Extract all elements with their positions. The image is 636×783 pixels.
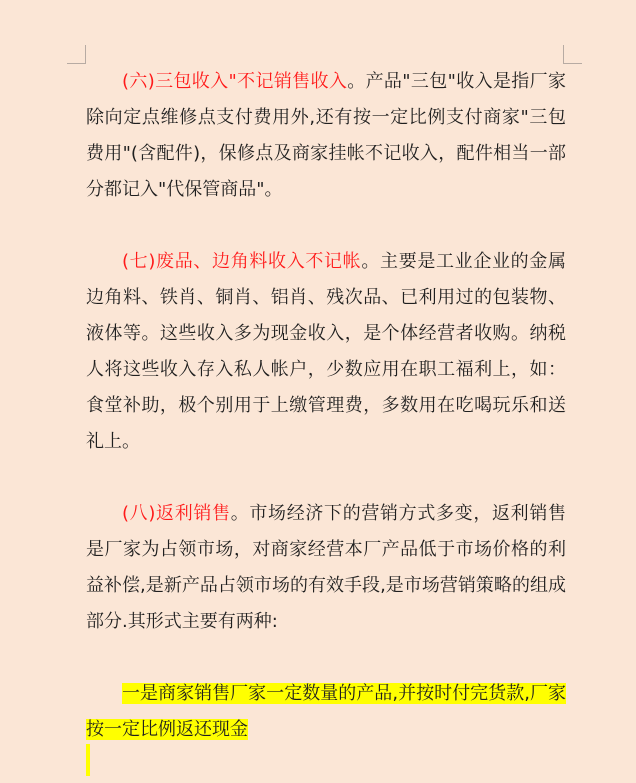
highlighted-empty-line[interactable] — [86, 744, 90, 776]
highlighted-text: 一是商家销售厂家一定数量的产品,并按时付完货款,厂家按一定比例返还现金 — [86, 683, 566, 740]
paragraph-eight-body: 。市场经济下的营销方式多变，返利销售是厂家为占领市场，对商家经营本厂产品低于市场价格的利益补偿,是新产品占领市场的有效手段,是市场营销策略的组成部分.其形式主要有两种: — [86, 503, 567, 632]
paragraph-seven-heading: (七)废品、边角料收入不记帐 — [122, 251, 362, 272]
document-body[interactable] — [86, 64, 566, 748]
top-left-margin-mark — [67, 45, 86, 64]
paragraph-eight-heading: (八)返利销售 — [122, 503, 231, 524]
paragraph-eight[interactable] — [86, 496, 566, 640]
paragraph-six-body: 。产品"三包"收入是指厂家除向定点维修点支付费用外,还有按一定比例支付商家"三包费用"(含配件)，保修点及商家挂帐不记收入，配件相当一部分都记入"代保管商品"。 — [86, 71, 566, 200]
paragraph-six-heading: (六)三包收入"不记销售收入 — [122, 71, 348, 92]
highlighted-paragraph[interactable] — [86, 676, 566, 748]
paragraph-six[interactable] — [86, 64, 566, 208]
top-right-margin-mark — [563, 45, 582, 64]
paragraph-seven[interactable] — [86, 244, 566, 460]
paragraph-seven-body: 。主要是工业企业的金属边角料、铁肖、铜肖、铝肖、残次品、已利用过的包装物、液体等。这些收入多为现金收入，是个体经营者收购。纳税人将这些收入存入私人帐户，少数应用在职工福利上，如：食堂补助，极个别用于上缴管理费，多数用在吃喝玩乐和送礼上。 — [86, 251, 567, 452]
